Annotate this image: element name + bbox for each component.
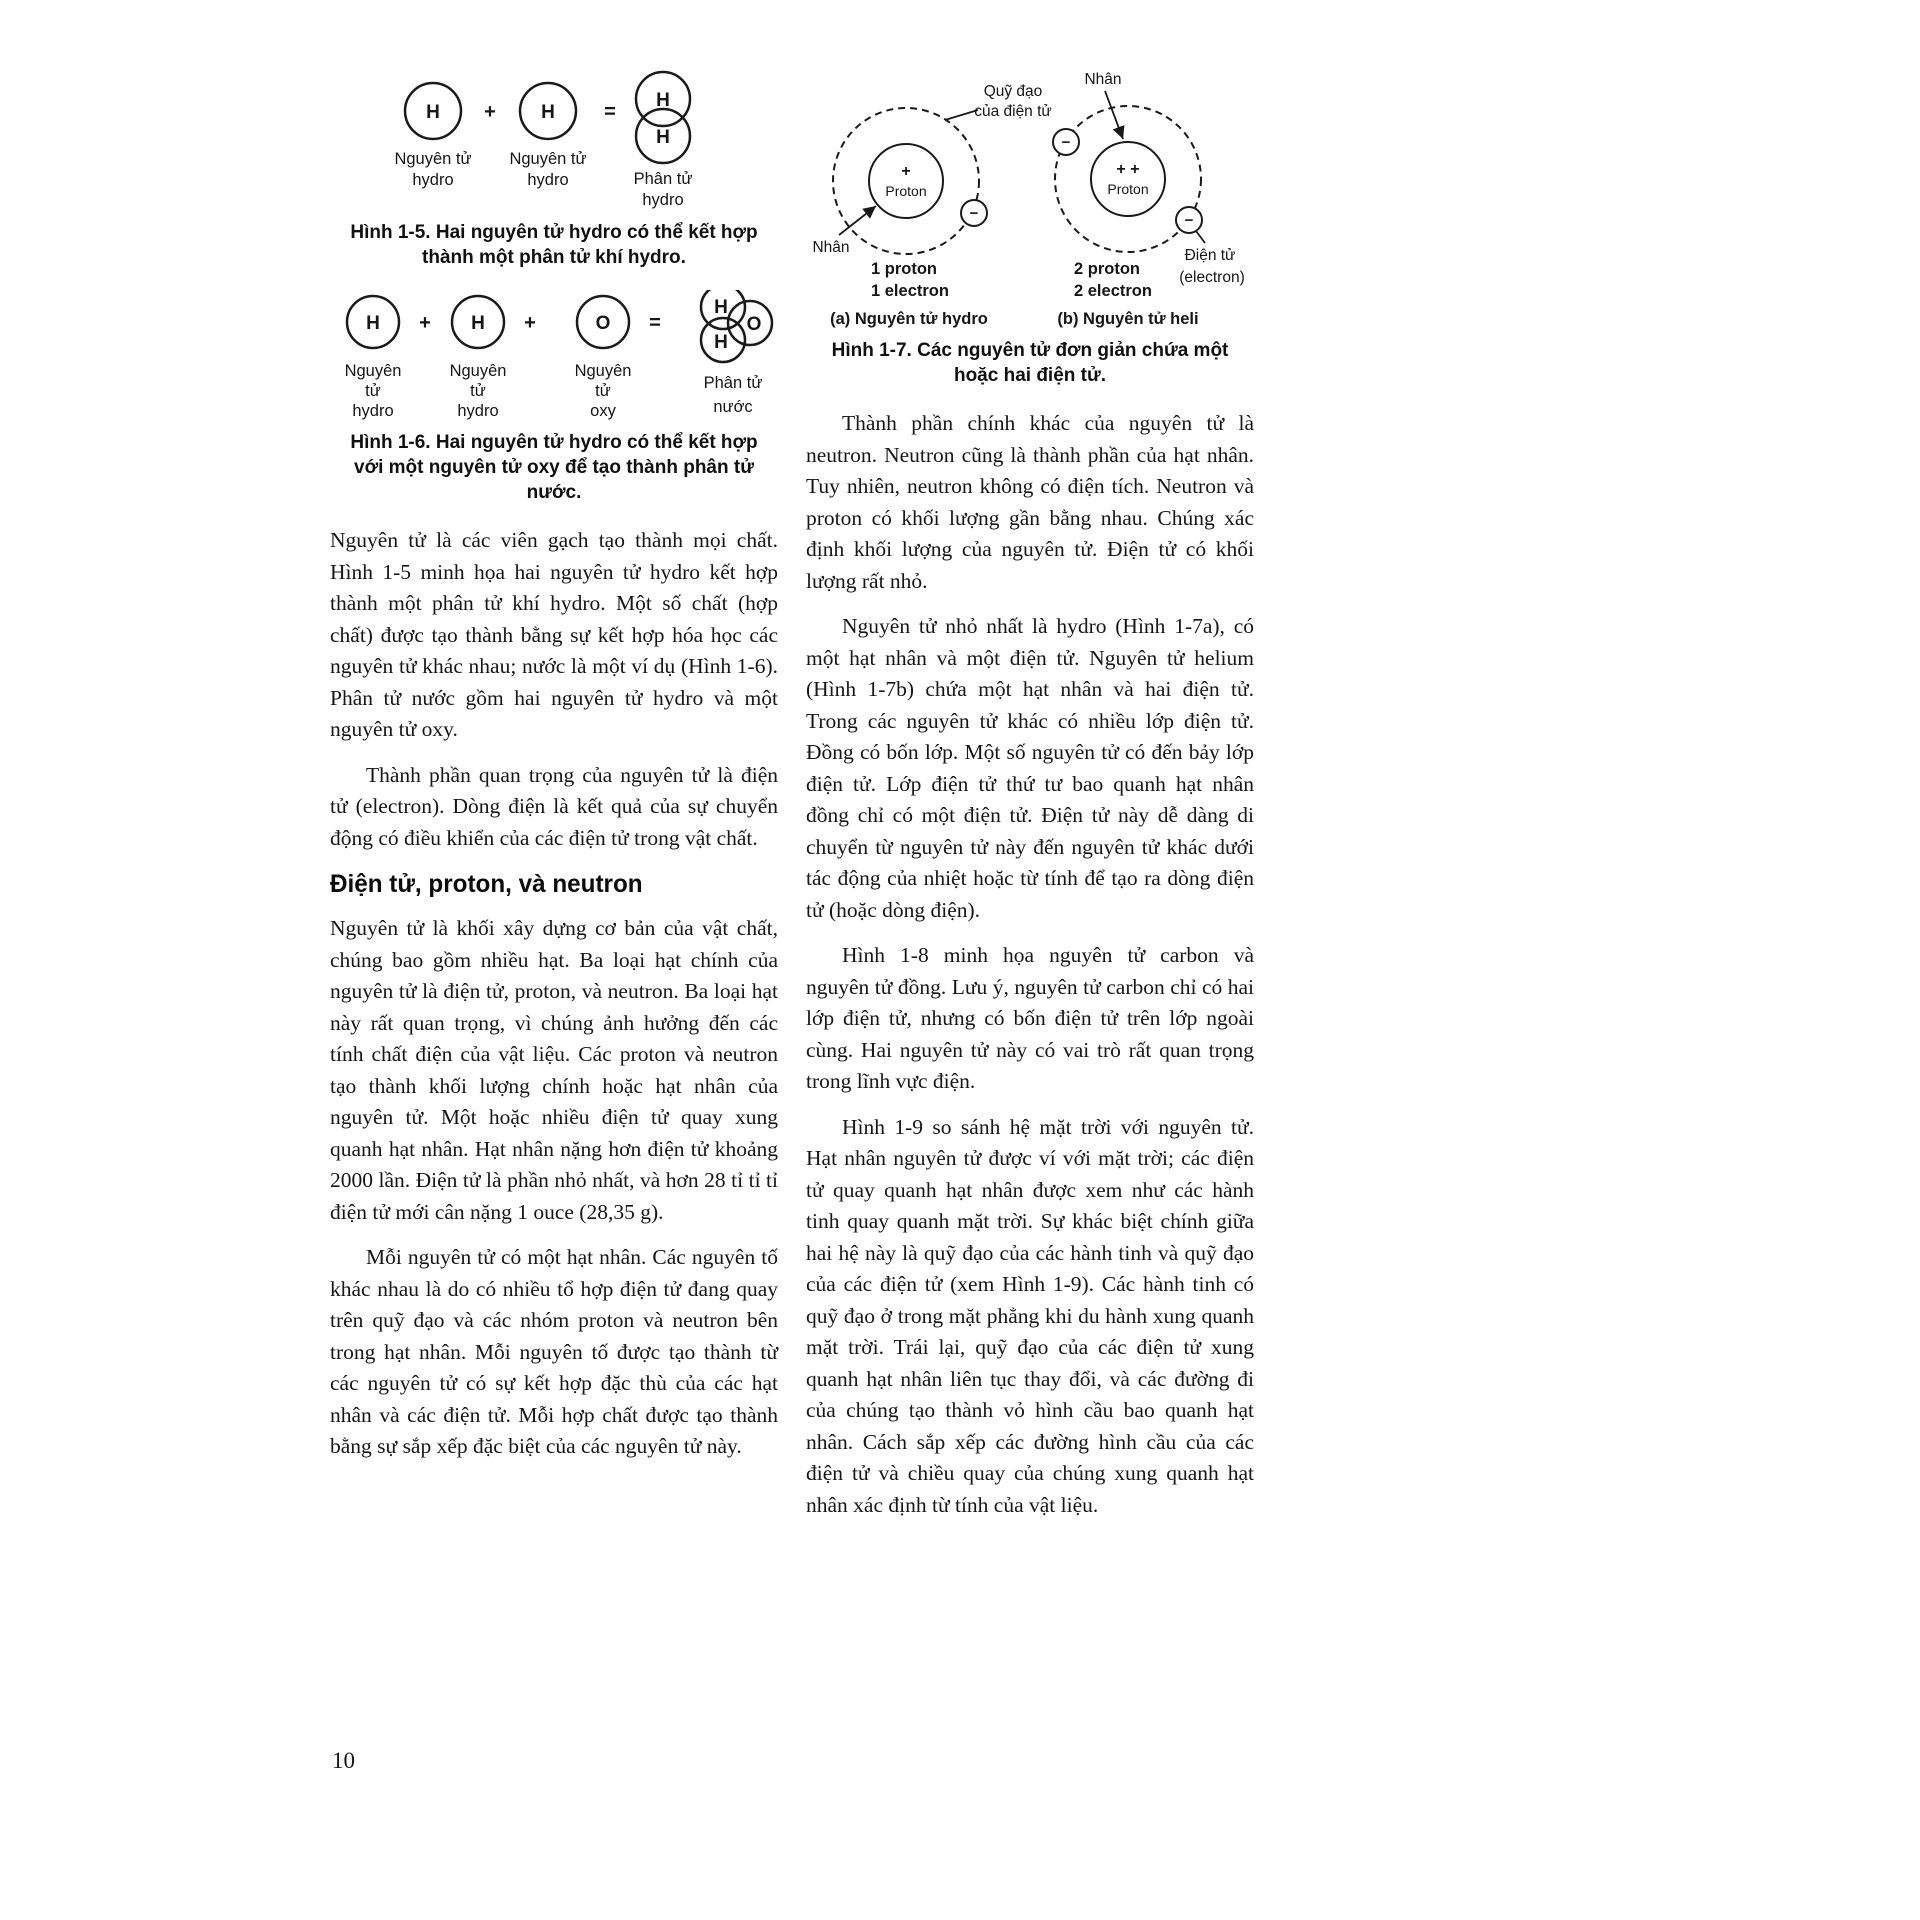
figure-1-5-caption: Hình 1-5. Hai nguyên tử hydro có thể kết hợp thành một phân tử khí hydro. bbox=[350, 222, 758, 268]
left-column bbox=[330, 66, 778, 1535]
proton-count: 1 proton bbox=[871, 260, 937, 278]
figure-1-7-diagram bbox=[806, 66, 1256, 334]
proton-count: 2 proton bbox=[1074, 260, 1140, 278]
electron-pointer-line bbox=[1196, 231, 1205, 243]
paragraph: Thành phần quan trọng của nguyên tử là điện tử (electron). Dòng điện là kết quả của sự chuyển động có điều khiển của các điện tử trong vật chất. bbox=[330, 762, 778, 850]
electron-charge: − bbox=[1061, 134, 1071, 151]
plus-sign: + bbox=[418, 312, 431, 334]
proton-charge: + bbox=[901, 163, 911, 180]
electron-charge: − bbox=[969, 205, 979, 222]
electron-label: (electron) bbox=[1179, 269, 1245, 286]
electron-count: 1 electron bbox=[871, 282, 949, 300]
nucleus-label: Nhân bbox=[812, 239, 850, 256]
paragraph: Nguyên tử là các viên gạch tạo thành mọi chất. Hình 1-5 minh họa hai nguyên tử hydro kết hợp thành một phân tử khí hydro. Một số chất (hợp chất) được tạo thành bằng sự kết hợp hóa học các nguyên tử khác nhau; nước là một ví dụ (Hình 1-6). Phân tử nước gồm hai nguyên tử hydro và một nguyên tử oxy. bbox=[330, 528, 778, 741]
nucleus-circle bbox=[869, 144, 943, 218]
paragraph: Mỗi nguyên tử có một hạt nhân. Các nguyên tố khác nhau là do có nhiều tổ hợp điện tử đang quay trên quỹ đạo và các nhóm proton và neutron bên trong hạt nhân. Mỗi nguyên tố được tạo thành từ các nguyên tử có sự kết hợp đặc thù của các hạt nhân và các điện tử. Mỗi hợp chất được tạo thành bằng sự sắp xếp đặc biệt của các nguyên tử này. bbox=[330, 1245, 778, 1458]
nucleus-pointer-arrow bbox=[839, 206, 876, 235]
page-content bbox=[330, 66, 1254, 1535]
proton-charge: + + bbox=[1116, 161, 1140, 178]
atom-symbol: H bbox=[713, 297, 728, 318]
molecule-label: Phân tử bbox=[703, 374, 762, 392]
nucleus-circle bbox=[1091, 142, 1165, 216]
orbit-pointer-line bbox=[945, 110, 978, 120]
right-column bbox=[806, 66, 1254, 1535]
paragraph: Nguyên tử nhỏ nhất là hydro (Hình 1-7a), có một hạt nhân và một điện tử. Nguyên tử helium (Hình 1-7b) chứa một hạt nhân và hai điện tử. Trong các nguyên tử khác có nhiều lớp điện tử. Đồng có bốn lớp. Một số nguyên tử có đến bảy lớp điện tử. Lớp điện tử thứ tư bao quanh hạt nhân đồng chỉ có một điện tử. Điện tử này dễ dàng di chuyển từ nguyên tử này đến nguyên tử khác dưới tác động của nhiệt hoặc từ tính để tạo ra dòng điện tử (hoặc dòng điện). bbox=[806, 614, 1254, 922]
atom-label: Nguyên tử bbox=[393, 150, 472, 168]
proton-label: Proton bbox=[1107, 181, 1149, 197]
atom-symbol: H bbox=[713, 332, 728, 353]
proton-label: Proton bbox=[885, 183, 927, 199]
atom-label: hydro bbox=[456, 402, 499, 420]
atom-symbol: H bbox=[655, 127, 670, 148]
orbit-label: Quỹ đạo bbox=[983, 83, 1043, 100]
electron-count: 2 electron bbox=[1074, 282, 1152, 300]
molecule-label: Phân tử bbox=[633, 170, 692, 188]
paragraph: Thành phần chính khác của nguyên tử là neutron. Neutron cũng là thành phần của hạt nhân. Tuy nhiên, neutron không có điện tích. Neutron và proton có khối lượng gần bằng nhau. Chúng xác định khối lượng của nguyên tử. Điện tử có khối lượng rất nhỏ. bbox=[806, 411, 1254, 593]
atom-symbol: H bbox=[540, 102, 555, 123]
atom-label: tử bbox=[594, 382, 611, 400]
equals-sign: = bbox=[648, 312, 661, 334]
atom-symbol: H bbox=[365, 313, 380, 334]
atom-label: hydro bbox=[351, 402, 394, 420]
atom-label: hydro bbox=[411, 171, 454, 189]
plus-sign: + bbox=[483, 101, 496, 123]
figure-1-6-caption: Hình 1-6. Hai nguyên tử hydro có thể kết hợp với một nguyên tử oxy để tạo thành phân tử nước. bbox=[350, 432, 758, 503]
atom-label: Nguyên bbox=[344, 362, 401, 380]
nucleus-pointer-arrow bbox=[1105, 91, 1123, 139]
atom-b-caption: (b) Nguyên tử heli bbox=[1057, 310, 1199, 328]
figure-1-5-diagram bbox=[333, 66, 776, 216]
atom-symbol: H bbox=[470, 313, 485, 334]
paragraph: Nguyên tử là khối xây dựng cơ bản của vật chất, chúng bao gồm nhiều hạt. Ba loại hạt chính của nguyên tử là điện tử, proton, và neutron. Ba loại hạt này rất quan trọng, vì chúng ảnh hưởng đến các tính chất điện của vật liệu. Các proton và neutron tạo thành khối lượng chính hoặc hạt nhân của nguyên tử. Một hoặc nhiều điện tử quay xung quanh hạt nhân. Hạt nhân nặng hơn điện tử khoảng 2000 lần. Điện tử là phần nhỏ nhất, và hơn 28 tỉ tỉ tỉ điện tử mới cân nặng 1 ouce (28,35 g). bbox=[330, 916, 778, 1224]
plus-sign: + bbox=[523, 312, 536, 334]
molecule-label: hydro bbox=[641, 191, 684, 209]
atom-label: Nguyên tử bbox=[508, 150, 587, 168]
electron-label: Điện tử bbox=[1184, 247, 1236, 264]
paragraph: Hình 1-8 minh họa nguyên tử carbon và nguyên tử đồng. Lưu ý, nguyên tử carbon chỉ có hai lớp điện tử, nhưng có bốn điện tử trên lớp ngoài cùng. Hai nguyên tử này có vai trò rất quan trọng trong lĩnh vực điện. bbox=[806, 943, 1254, 1093]
atom-label: tử bbox=[469, 382, 486, 400]
section-heading: Điện tử, proton, và neutron bbox=[330, 870, 643, 898]
atom-label: Nguyên bbox=[449, 362, 506, 380]
electron-charge: − bbox=[1184, 212, 1194, 229]
page-number: 10 bbox=[332, 1748, 355, 1773]
atom-label: hydro bbox=[526, 171, 569, 189]
atom-label: tử bbox=[364, 382, 381, 400]
atom-symbol: O bbox=[746, 314, 761, 335]
figure-1-7-caption: Hình 1-7. Các nguyên tử đơn giản chứa một hoặc hai điện tử. bbox=[831, 340, 1229, 386]
equals-sign: = bbox=[603, 101, 616, 123]
orbit-label: của điện tử bbox=[974, 103, 1052, 120]
atom-symbol: H bbox=[425, 102, 440, 123]
paragraph: Hình 1-9 so sánh hệ mặt trời với nguyên tử. Hạt nhân nguyên tử được ví với mặt trời; các điện tử quay quanh hạt nhân được xem như các hành tinh quay quanh mặt trời. Sự khác biệt chính giữa hai hệ này là quỹ đạo của các hành tinh và quỹ đạo của các điện tử (xem Hình 1-9). Các hành tinh có quỹ đạo ở trong mặt phẳng khi du hành xung quanh mặt trời. Trái lại, quỹ đạo của các điện tử xung quanh hạt nhân liên tục thay đổi, và các đường đi của chúng tạo thành vỏ hình cầu bao quanh hạt nhân. Cách sắp xếp các đường hình cầu của các điện tử và chiều quay của chúng xung quanh hạt nhân xác định từ tính của vật liệu. bbox=[806, 1114, 1254, 1517]
atom-symbol: H bbox=[655, 90, 670, 111]
atom-symbol: O bbox=[595, 313, 610, 334]
atom-label: Nguyên bbox=[574, 362, 631, 380]
molecule-label: nước bbox=[712, 398, 753, 416]
nucleus-label: Nhân bbox=[1084, 71, 1122, 88]
atom-label: oxy bbox=[589, 402, 616, 420]
atom-a-caption: (a) Nguyên tử hydro bbox=[830, 310, 988, 328]
figure-1-6-diagram bbox=[333, 290, 776, 426]
